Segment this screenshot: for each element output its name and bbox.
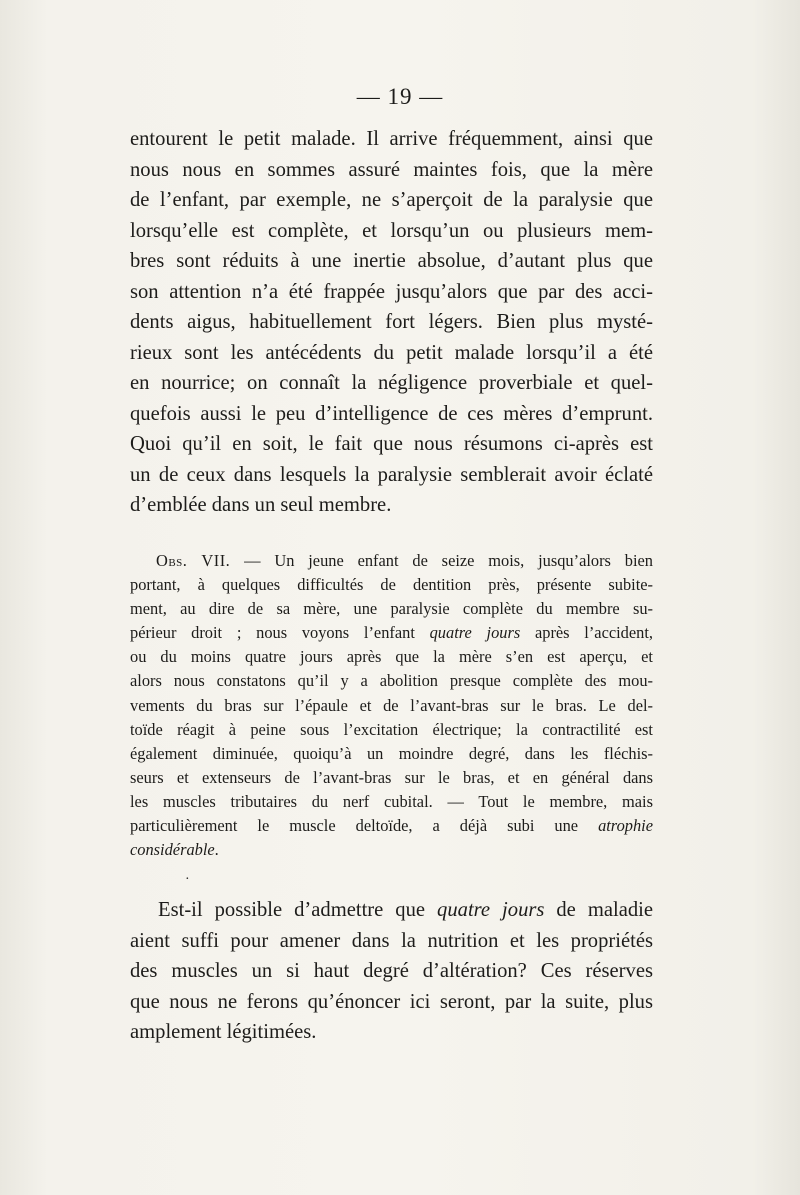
paragraph-1-line: bres sont réduits à une inertie absolue, d’autant plus que	[130, 250, 653, 272]
paragraph-1-line: nous nous en sommes assuré maintes fois, que la mère	[130, 158, 653, 181]
observation-line-text: périeur droit ; nous voyons l’enfant	[130, 623, 430, 643]
observation-line: les muscles tributaires du nerf cubital. — Tout le membre, mais	[130, 791, 653, 811]
paragraph-1-line: lorsqu’elle est complète, et lorsqu’un ou plusieurs mem-	[130, 219, 653, 242]
page-number: — 19 —	[356, 84, 444, 109]
observation-label: Obs. VII.	[156, 551, 231, 570]
paragraph-1-line: de l’enfant, par exemple, ne s’aperçoit de la paralysie que	[130, 189, 653, 211]
paragraph-1-line: rieux sont les antécédents du petit malade lorsqu’il a été	[130, 341, 653, 364]
paragraph-3-line: amplement légitimées.	[130, 1021, 317, 1043]
observation-line: alors nous constatons qu’il y a abolition presque complète des mou-	[130, 671, 653, 691]
observation-line: portant, à quelques difficultés de dentition près, présente subite-	[130, 575, 653, 595]
observation-line: seurs et extenseurs de l’avant-bras sur le bras, et en général dans	[130, 767, 653, 787]
paragraph-3-line-text: Est-il possible d’admettre que	[158, 899, 438, 921]
paragraph-1-line: dents aigus, habituellement fort légers. Bien plus mysté-	[130, 311, 653, 333]
paragraph-3-line-text: de maladie	[544, 899, 654, 921]
paragraph-1-line: Quoi qu’il en soit, le fait que nous résumons ci-après est	[130, 433, 653, 455]
observation-line	[130, 814, 653, 838]
paragraph-3-emphasis: quatre jours	[437, 899, 545, 921]
paragraph-1-line: quefois aussi le peu d’intelligence de ces mères d’emprunt.	[130, 402, 653, 425]
paragraph-3-line: des muscles un si haut degré d’altération? Ces réserves	[130, 960, 653, 982]
observation-emphasis: atrophie	[598, 816, 653, 836]
observation-line	[130, 838, 653, 862]
observation-line-text: .	[214, 840, 219, 860]
observation-block	[130, 549, 653, 862]
observation-line: toïde réagit à peine sous l’excitation électrique; la contractilité est	[130, 719, 653, 739]
observation-line-text: après l’accident,	[520, 623, 653, 643]
paragraph-3-line: que nous ne ferons qu’énoncer ici seront, par la suite, plus	[130, 990, 653, 1013]
observation-line-text: particulièrement le muscle deltoïde, a déjà subi une	[130, 816, 599, 836]
paragraph-1-line: en nourrice; on connaît la négligence proverbiale et quel-	[130, 372, 653, 394]
observation-line	[130, 549, 653, 573]
paragraph-1	[130, 124, 653, 521]
observation-line: ou du moins quatre jours après que la mère s’en est aperçu, et	[130, 647, 653, 667]
paragraph-1-line: son attention n’a été frappée jusqu’alors que par des acci-	[130, 280, 653, 303]
observation-line	[130, 621, 653, 645]
paragraph-3-line: aient suffi pour amener dans la nutrition et les propriétés	[130, 929, 653, 952]
paragraph-3-line	[130, 895, 653, 926]
observation-emphasis: considérable	[130, 840, 215, 860]
paragraph-3	[130, 895, 653, 1048]
observation-line: vements du bras sur l’épaule et de l’avant-bras sur le bras. Le del-	[130, 695, 653, 715]
paragraph-1-line: d’emblée dans un seul membre.	[130, 494, 392, 516]
observation-emphasis: quatre jours	[429, 623, 521, 643]
paragraph-1-line: entourent le petit malade. Il arrive fréquemment, ainsi que	[130, 128, 653, 150]
stray-mark: ·	[185, 872, 190, 887]
observation-line-text: — Un jeune enfant de seize mois, jusqu’alors bien	[230, 551, 653, 570]
observation-line: également diminuée, quoiqu’à un moindre degré, dans les fléchis-	[130, 743, 653, 763]
paragraph-1-line: un de ceux dans lesquels la paralysie semblerait avoir éclaté	[130, 463, 653, 486]
observation-line: ment, au dire de sa mère, une paralysie complète du membre su-	[130, 599, 653, 619]
